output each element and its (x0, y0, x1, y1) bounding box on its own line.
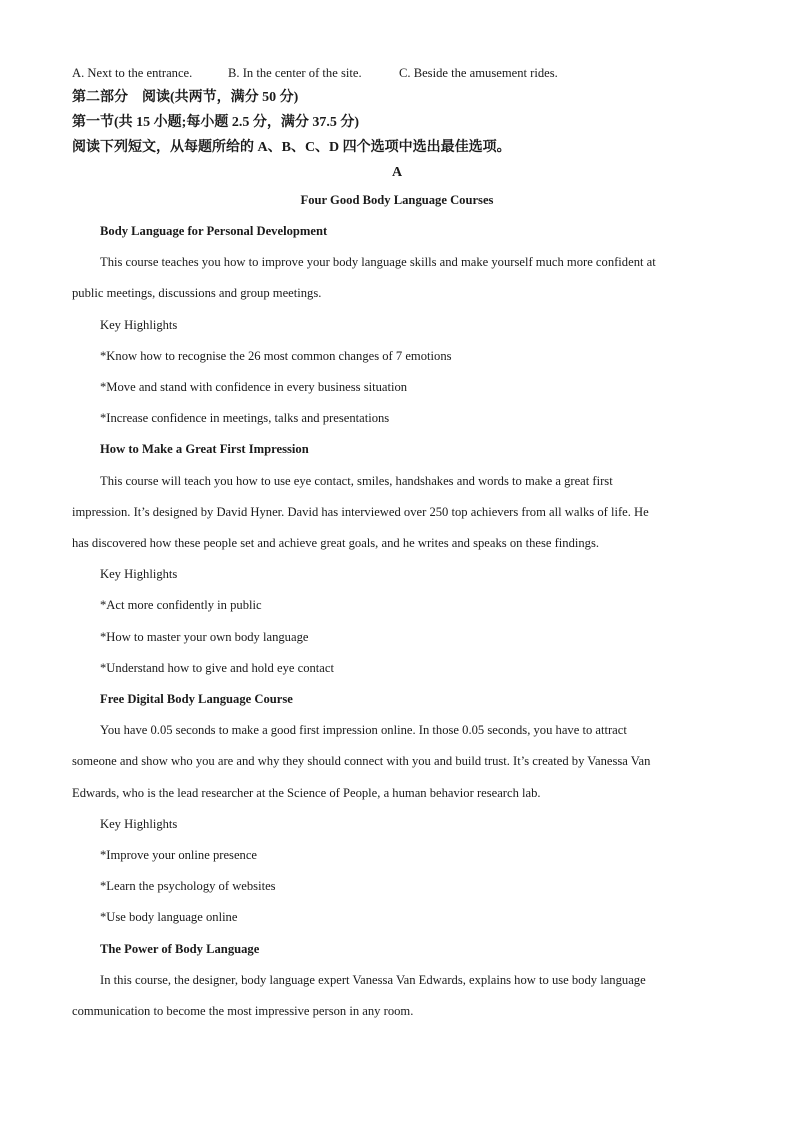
option-b: B. In the center of the site. (228, 66, 362, 80)
course-3-highlight-2: *Learn the psychology of websites (100, 879, 276, 893)
course-2-description-line-1: This course will teach you how to use eye contact, smiles, handshakes and words to make a great first (100, 474, 613, 488)
course-2-description-line-3: has discovered how these people set and achieve great goals, and he writes and speaks on these findings. (72, 536, 600, 550)
course-4-description-line-1: In this course, the designer, body language expert Vanessa Van Edwards, explains how to use body language (100, 973, 646, 987)
course-1-description-line-1: This course teaches you how to improve your body language skills and make yourself much more confident at (100, 255, 656, 269)
course-title-4: The Power of Body Language (100, 942, 260, 956)
course-title-1: Body Language for Personal Development (100, 224, 328, 238)
course-3-highlight-1: *Improve your online presence (100, 848, 258, 862)
course-2-description-line-2: impression. It’s designed by David Hyner. David has interviewed over 250 top achievers from all walks of life. He (72, 505, 649, 519)
course-1-highlight-2: *Move and stand with confidence in every business situation (100, 380, 408, 394)
course-3-description-line-3: Edwards, who is the lead researcher at the Science of People, a human behavior research lab. (72, 786, 541, 800)
course-3-highlight-3: *Use body language online (100, 910, 238, 924)
option-a: A. Next to the entrance. (72, 66, 193, 80)
course-title-3: Free Digital Body Language Course (100, 692, 293, 706)
course-2-highlight-3: *Understand how to give and hold eye contact (100, 661, 334, 675)
course-2-highlight-1: *Act more confidently in public (100, 598, 262, 612)
course-1-description-line-2: public meetings, discussions and group meetings. (72, 286, 322, 300)
course-title-2: How to Make a Great First Impression (100, 442, 309, 456)
course-4-description-line-2: communication to become the most impressive person in any room. (72, 1004, 414, 1018)
course-3-description-line-2: someone and show who you are and why they should connect with you and build trust. It’s created by Vanessa Van (72, 754, 651, 768)
passage-letter: A (391, 165, 403, 180)
course-1-highlight-1: *Know how to recognise the 26 most common changes of 7 emotions (100, 349, 452, 363)
part-header: 第二部分 阅读(共两节，满分 50 分) (72, 90, 299, 105)
course-3-highlights-label: Key Highlights (100, 817, 178, 831)
question-options (72, 65, 192, 81)
section-header: 第一节(共 15 小题;每小题 2.5 分，满分 37.5 分) (72, 115, 359, 130)
passage-title: Four Good Body Language Courses (300, 193, 494, 207)
course-3-description-line-1: You have 0.05 seconds to make a good first impression online. In those 0.05 seconds, you have to attract (100, 723, 627, 737)
course-2-highlight-2: *How to master your own body language (100, 630, 309, 644)
option-c: C. Beside the amusement rides. (399, 66, 558, 80)
course-1-highlight-3: *Increase confidence in meetings, talks and presentations (100, 411, 390, 425)
course-2-highlights-label: Key Highlights (100, 567, 178, 581)
instructions: 阅读下列短文，从每题所给的 A、B、C、D 四个选项中选出最佳选项。 (72, 140, 511, 155)
course-1-highlights-label: Key Highlights (100, 318, 178, 332)
